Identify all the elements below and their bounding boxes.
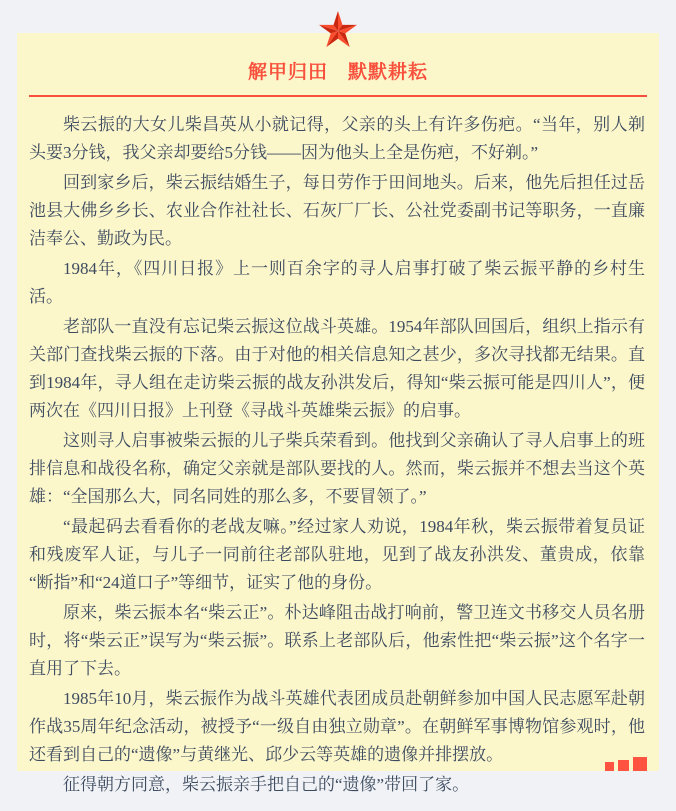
large-red-square xyxy=(633,757,647,771)
title-divider xyxy=(29,95,647,97)
red-star-icon xyxy=(318,10,358,50)
article-title: 解甲归田 默默耕耘 xyxy=(247,61,428,83)
paragraph: 老部队一直没有忘记柴云振这位战斗英雄。1954年部队回国后，组织上指示有关部门查找柴云振的下落。由于对他的相关信息知之甚少，多次寻找都无结果。直到1984年，寻人组在走访柴云振的战友孙洪发后，得知“柴云振可能是四川人”，便两次在《四川日报》上刊登《寻战斗英雄柴云振》的启事。 xyxy=(29,317,645,420)
article-panel xyxy=(17,33,659,794)
paragraph: 这则寻人启事被柴云振的儿子柴兵荣看到。他找到父亲确认了寻人启事上的班排信息和战役名称，确定父亲就是部队要找的人。然而，柴云振并不想去当这个英雄：“全国那么大，同名同姓的那么多，不要冒领了。” xyxy=(29,431,645,506)
paragraph: 1984年，《四川日报》上一则百余字的寻人启事打破了柴云振平静的乡村生活。 xyxy=(29,259,645,306)
paragraph: 原来，柴云振本名“柴云正”。朴达峰阻击战打响前，警卫连文书移交人员名册时，将“柴云正”误写为“柴云振”。联系上老部队后，他索性把“柴云振”这个名字一直用了下去。 xyxy=(29,603,645,678)
paragraph: 1985年10月，柴云振作为战斗英雄代表团成员赴朝鲜参加中国人民志愿军赴朝作战35周年纪念活动，被授予“一级自由独立勋章”。在朝鲜军事博物馆参观时，他还看到自己的“遗像”与黄继光、邱少云等英雄的遗像并排摆放。 xyxy=(29,689,645,764)
small-red-square xyxy=(605,762,614,771)
paragraph: 回到家乡后，柴云振结婚生子，每日劳作于田间地头。后来，他先后担任过岳池县大佛乡乡长、农业合作社社长、石灰厂厂长、公社党委副书记等职务，一直廉洁奉公、勤政为民。 xyxy=(29,173,645,248)
corner-squares-decoration xyxy=(605,757,647,771)
paragraph: 征得朝方同意，柴云振亲手把自己的“遗像”带回了家。 xyxy=(63,775,470,794)
article-body xyxy=(17,111,659,799)
paragraph: 柴云振的大女儿柴昌英从小就记得，父亲的头上有许多伤疤。“当年，别人剃头要3分钱，我父亲却要给5分钱——因为他头上全是伤疤，不好剃。” xyxy=(29,115,645,162)
paragraph: “最起码去看看你的老战友嘛。”经过家人劝说，1984年秋，柴云振带着复员证和残废军人证，与儿子一同前往老部队驻地，见到了战友孙洪发、董贵成，依靠“断指”和“24道口子”等细节，证实了他的身份。 xyxy=(29,517,645,592)
medium-red-square xyxy=(618,760,629,771)
